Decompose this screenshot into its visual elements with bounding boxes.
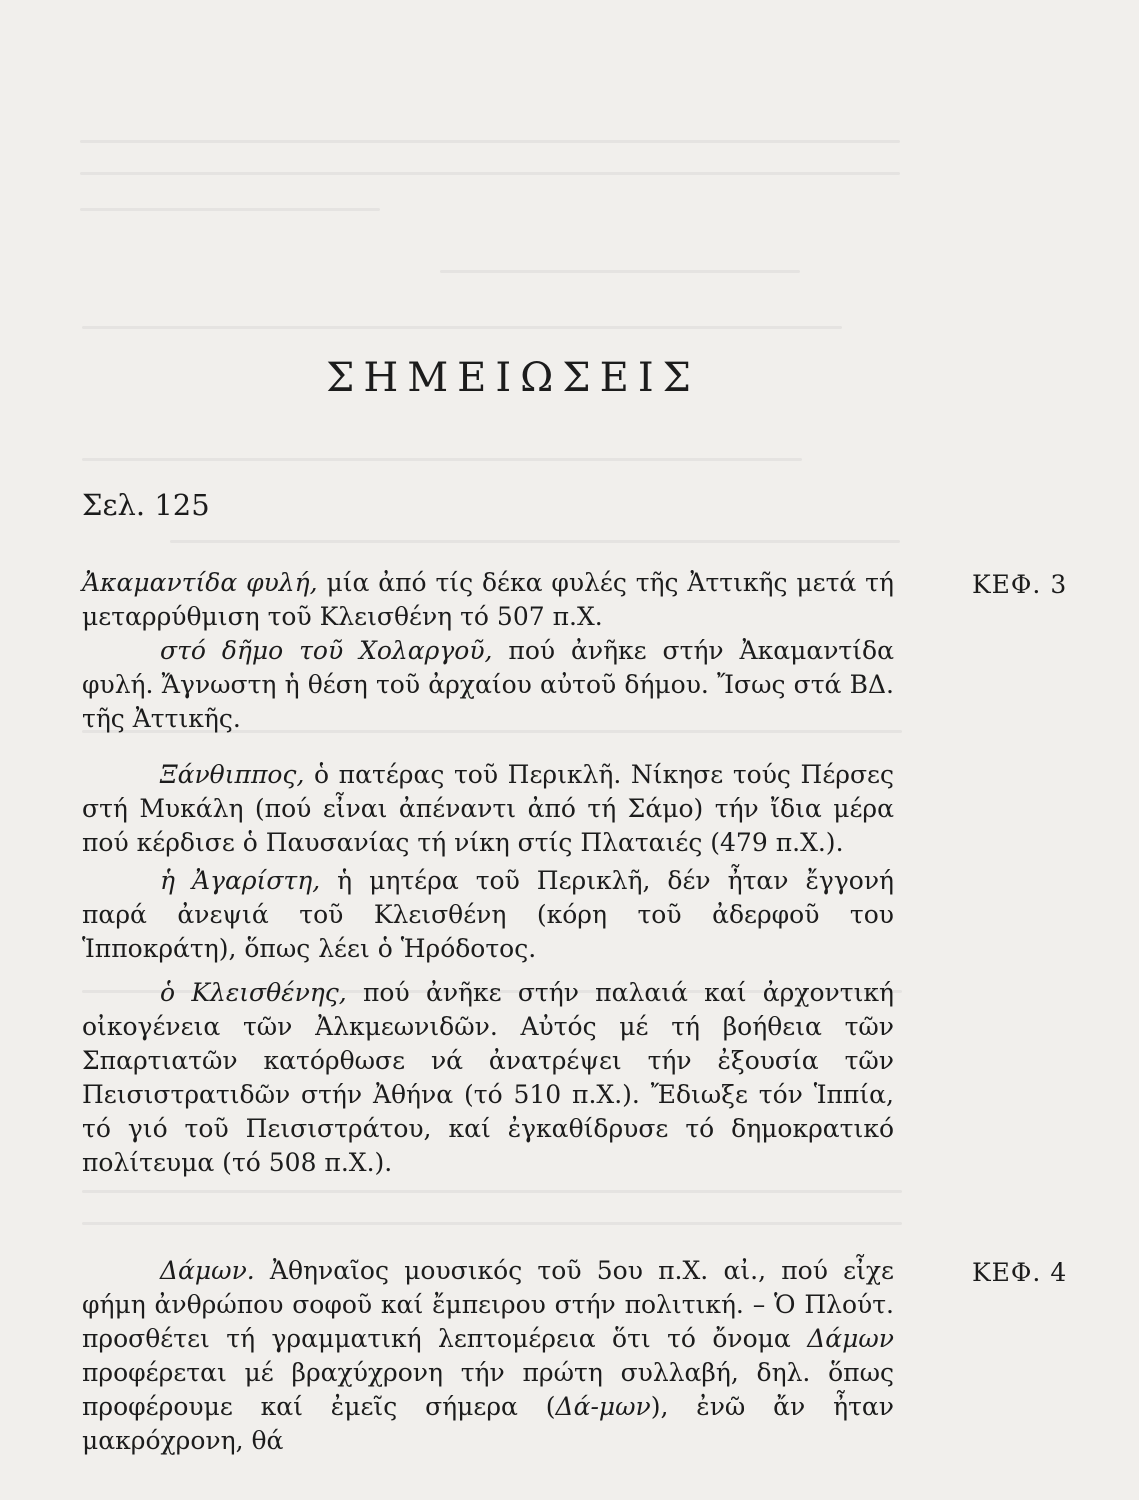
bleed-through-line [170,540,900,543]
bleed-through-line [82,458,802,461]
note-lemma: Δάμων. [160,1256,255,1285]
note-term: Δά-μων [555,1392,651,1421]
note-kleisthenes [82,976,894,1180]
note-lemma: ἡ Ἀγαρίστη, [160,866,321,895]
note-lemma: Ἀκαμαντίδα φυλή, [82,568,318,597]
bleed-through-line [440,270,800,273]
note-lemma: Ξάνθιππος, [160,760,305,789]
bleed-through-line [80,172,900,175]
chapter-marker-3: ΚΕΦ. 3 [972,570,1068,599]
bleed-through-line [80,140,900,143]
note-text: Ἀθηναῖος μουσικός τοῦ 5ου π.Χ. αἰ., πού εἶχε φήμη ἀνθρώπου σοφοῦ καί ἔμπειρου στήν πολιτική. – Ὁ Πλούτ. προσθέτει τή γραμματική λεπτομέρεια ὅτι τό ὄνομα [82,1256,894,1353]
note-akamantis [82,566,894,634]
page-reference: Σελ. 125 [82,488,210,522]
note-agariste [82,864,894,966]
note-text: πού ἀνῆκε στήν παλαιά καί ἀρχοντική οἰκογένεια τῶν Ἀλκμεωνιδῶν. Αὐτός μέ τή βοήθεια τῶν Σπαρτιατῶν κατόρθωσε νά ἀνατρέψει τήν ἐξουσία τῶν Πεισιστρατιδῶν στήν Ἀθήνα (τό 510 π.Χ.). Ἔδιωξε τόν Ἱππία, τό γιό τοῦ Πεισιστράτου, καί ἐγκαθίδρυσε τό δημοκρατικό πολίτευμα (τό 508 π.Χ.). [82,978,894,1177]
note-text: μία ἀπό τίς δέκα φυλές τῆς Ἀττικῆς μετά τή μεταρρύθμιση τοῦ Κλεισθένη τό 507 π.Χ. [82,568,894,631]
chapter-marker-4: ΚΕΦ. 4 [972,1258,1068,1287]
note-cholargos [82,634,894,736]
bleed-through-line [82,326,842,329]
note-term: Δάμων [807,1324,894,1353]
note-lemma: ὁ Κλεισθένης, [160,978,347,1007]
note-text: πού ἀνῆκε στήν Ἀκαμαντίδα φυλή. Ἄγνωστη ἡ θέση τοῦ ἀρχαίου αὐτοῦ δήμου. Ἴσως στά ΒΔ. τῆς Ἀττικῆς. [82,636,894,733]
note-text: ἡ μητέρα τοῦ Περικλῆ, δέν ἦταν ἔγγονή παρά ἀνεψιά τοῦ Κλεισθένη (κόρη τοῦ ἀδερφοῦ του Ἱπποκράτη), ὅπως λέει ὁ Ἡρόδοτος. [82,866,894,963]
note-damon [82,1254,894,1458]
note-text: ), ἐνῶ ἄν ἦταν μακρόχρονη, θά [82,1392,894,1455]
bleed-through-line [82,1190,902,1193]
bleed-through-line [80,208,380,211]
note-lemma: στό δῆμο τοῦ Χολαργοῦ, [160,636,493,665]
note-text: ὁ πατέρας τοῦ Περικλῆ. Νίκησε τούς Πέρσες στή Μυκάλη (πού εἶναι ἀπέναντι ἀπό τή Σάμο) τήν ἴδια μέρα πού κέρδισε ὁ Παυσανίας τή νίκη στίς Πλαταιές (479 π.Χ.). [82,760,894,857]
bleed-through-line [82,1222,902,1225]
note-xanthippos [82,758,894,860]
page-title: ΣΗΜΕΙΩΣΕΙΣ [326,354,700,401]
note-text: προφέρεται μέ βραχύχρονη τήν πρώτη συλλαβή, δηλ. ὅπως προφέρουμε καί ἐμεῖς σήμερα ( [82,1358,894,1421]
